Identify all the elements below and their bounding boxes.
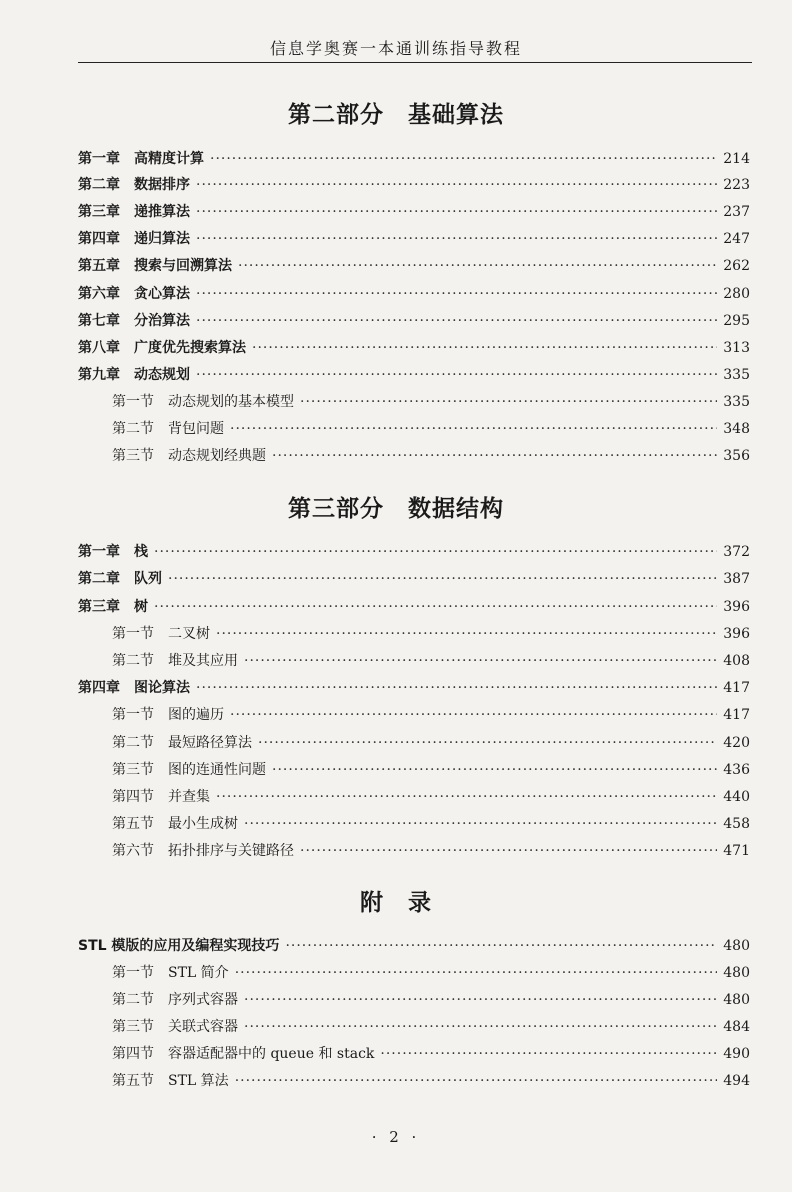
running-header: 信息学奥赛一本通训练指导教程 [269,39,522,58]
dot-leader [244,1019,717,1035]
entry-title: 动态规划 [134,367,190,383]
entry-title: 最小生成树 [168,816,238,832]
entry-title: 背包问题 [168,421,224,437]
entry-title: 队列 [134,571,162,587]
dot-leader [196,204,717,220]
toc-entry [78,283,750,307]
dot-leader [235,965,718,981]
entry-title: 图的连通性问题 [168,762,266,778]
toc-entry [78,174,750,198]
entry-number: 第六节 [112,843,154,859]
entry-title: STL 模版的应用及编程实现技巧 [78,938,280,954]
entry-page: 348 [723,421,750,437]
entry-title: 动态规划经典题 [168,448,266,464]
entry-page: 335 [723,367,750,383]
entry-number: 第一章 [78,151,120,167]
entry-page: 214 [723,151,750,167]
entry-title: 分治算法 [134,313,190,329]
entry-number: 第六章 [78,286,120,302]
entry-title: 二叉树 [168,626,210,642]
dot-leader [210,151,717,167]
dot-leader [230,707,717,723]
entry-page: 494 [723,1073,750,1089]
entry-page: 471 [723,843,750,859]
toc-entry [78,677,750,701]
dot-leader [154,544,717,560]
entry-title: 栈 [134,544,148,560]
entry-page: 417 [723,707,750,723]
toc-entry [78,228,750,252]
dot-leader [300,394,717,410]
toc-entry [112,704,750,728]
entry-page: 223 [723,177,750,193]
entry-number: 第四节 [112,789,154,805]
dot-leader [196,286,717,302]
toc-entry [112,813,750,837]
dot-leader [272,762,717,778]
dot-leader [230,421,717,437]
dot-leader [196,231,717,247]
entry-number: 第二节 [112,992,154,1008]
dot-leader [252,340,717,356]
entry-title: 树 [134,599,148,615]
entry-title: 递推算法 [134,204,190,220]
entry-number: 第四章 [78,680,120,696]
toc-entry [112,650,750,674]
entry-page: 480 [723,992,750,1008]
entry-page: 372 [723,544,750,560]
toc-entry [112,391,750,415]
entry-page: 417 [723,680,750,696]
dot-leader [196,680,717,696]
part3-title: 第三部分 数据结构 [288,496,504,522]
entry-number: 第一章 [78,544,120,560]
toc-entry [112,1016,750,1040]
toc-entry [112,840,750,864]
entry-page: 247 [723,231,750,247]
entry-title: 贪心算法 [134,286,190,302]
toc-entry [112,759,750,783]
entry-title: 拓扑排序与关键路径 [168,843,294,859]
entry-page: 237 [723,204,750,220]
toc-entry [112,623,750,647]
toc-entry [112,962,750,986]
entry-page: 484 [723,1019,750,1035]
toc-entry [112,418,750,442]
page-number: · 2 · [371,1128,421,1146]
entry-title: 图的遍历 [168,707,224,723]
entry-number: 第二章 [78,177,120,193]
entry-number: 第二节 [112,735,154,751]
header-rule [78,62,752,63]
dot-leader [196,367,717,383]
dot-leader [154,599,717,615]
entry-page: 420 [723,735,750,751]
dot-leader [168,571,717,587]
entry-title: 容器适配器中的 queue 和 stack [168,1046,375,1062]
toc-entry [112,1070,750,1094]
entry-number: 第五节 [112,816,154,832]
entry-number: 第四章 [78,231,120,247]
toc-entry [78,568,750,592]
entry-page: 458 [723,816,750,832]
entry-number: 第七章 [78,313,120,329]
dot-leader [196,177,717,193]
entry-page: 480 [723,965,750,981]
entry-title: 搜索与回溯算法 [134,258,232,274]
dot-leader [244,653,717,669]
entry-title: 关联式容器 [168,1019,238,1035]
entry-number: 第三节 [112,762,154,778]
entry-number: 第三章 [78,599,120,615]
toc-entry [78,541,750,565]
entry-page: 387 [723,571,750,587]
dot-leader [238,258,717,274]
entry-page: 490 [723,1046,750,1062]
entry-page: 408 [723,653,750,669]
entry-page: 396 [723,599,750,615]
entry-title: STL 简介 [168,965,229,981]
toc-entry [78,255,750,279]
entry-page: 396 [723,626,750,642]
entry-number: 第五章 [78,258,120,274]
entry-title: 动态规划的基本模型 [168,394,294,410]
toc-entry [78,596,750,620]
entry-title: 广度优先搜索算法 [134,340,246,356]
entry-number: 第一节 [112,707,154,723]
entry-number: 第二章 [78,571,120,587]
entry-page: 295 [723,313,750,329]
entry-title: 并查集 [168,789,210,805]
entry-page: 335 [723,394,750,410]
entry-number: 第二节 [112,421,154,437]
toc-entry [78,148,750,172]
entry-title: 递归算法 [134,231,190,247]
toc-entry [78,364,750,388]
entry-number: 第九章 [78,367,120,383]
entry-number: 第一节 [112,965,154,981]
dot-leader [380,1046,717,1062]
toc-entry [112,786,750,810]
entry-number: 第一节 [112,626,154,642]
toc-entry [78,310,750,334]
dot-leader [244,816,717,832]
dot-leader [300,843,717,859]
entry-page: 356 [723,448,750,464]
dot-leader [216,626,717,642]
dot-leader [235,1073,718,1089]
toc-entry [112,445,750,469]
toc-entry [78,337,750,361]
toc-entry [112,732,750,756]
entry-number: 第五节 [112,1073,154,1089]
toc-entry [112,989,750,1013]
entry-title: 最短路径算法 [168,735,252,751]
entry-title: 图论算法 [134,680,190,696]
entry-number: 第一节 [112,394,154,410]
dot-leader [244,992,717,1008]
entry-title: 堆及其应用 [168,653,238,669]
appendix-title: 附 录 [360,890,432,916]
entry-title: 数据排序 [134,177,190,193]
entry-title: 高精度计算 [134,151,204,167]
entry-page: 480 [723,938,750,954]
toc-entry [112,1043,750,1067]
entry-number: 第四节 [112,1046,154,1062]
dot-leader [196,313,717,329]
entry-title: 序列式容器 [168,992,238,1008]
entry-page: 313 [723,340,750,356]
entry-title: STL 算法 [168,1073,229,1089]
entry-number: 第二节 [112,653,154,669]
part2-title: 第二部分 基础算法 [288,102,504,128]
entry-number: 第三章 [78,204,120,220]
dot-leader [258,735,717,751]
entry-page: 262 [723,258,750,274]
entry-number: 第八章 [78,340,120,356]
dot-leader [285,938,717,954]
dot-leader [272,448,717,464]
toc-entry [78,935,750,959]
entry-page: 436 [723,762,750,778]
entry-number: 第三节 [112,448,154,464]
toc-entry [78,201,750,225]
entry-number: 第三节 [112,1019,154,1035]
entry-page: 280 [723,286,750,302]
dot-leader [216,789,717,805]
entry-page: 440 [723,789,750,805]
